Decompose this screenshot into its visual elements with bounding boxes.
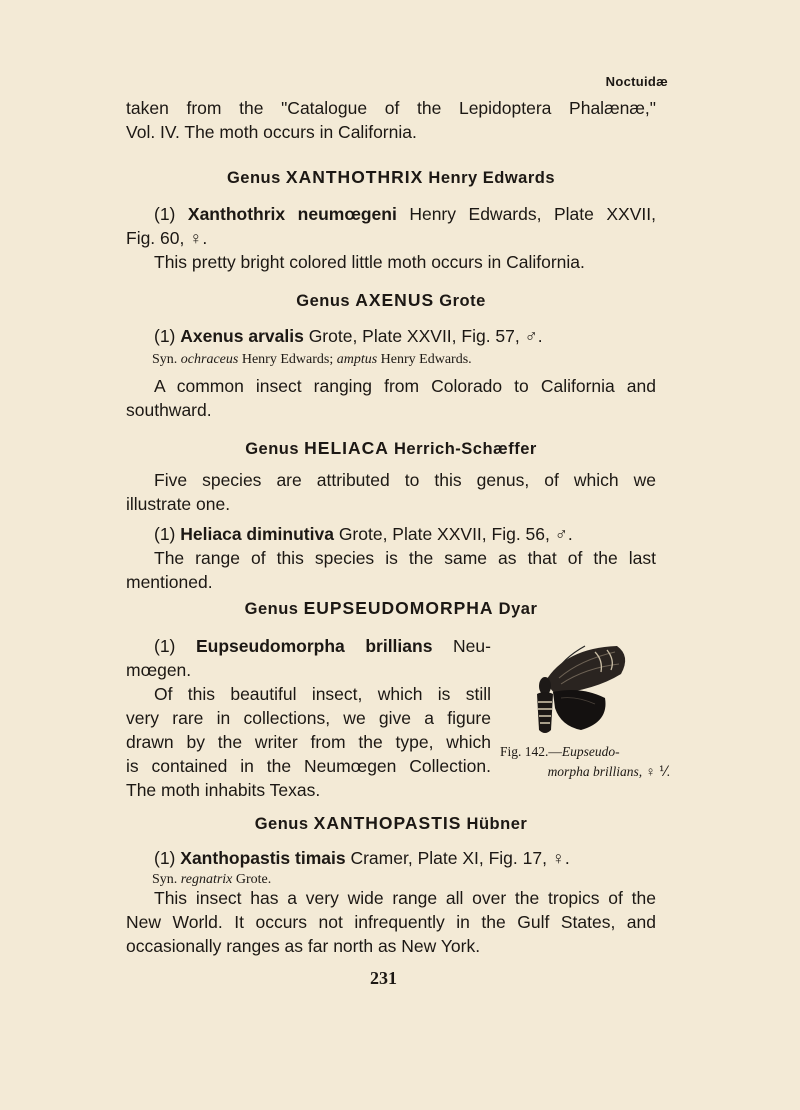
genus-heading-eupseudomorpha bbox=[126, 598, 656, 619]
entry-line bbox=[126, 324, 656, 348]
genus-name: AXENUS bbox=[355, 290, 435, 310]
description-line: A common insect ranging from Colorado to California and bbox=[154, 376, 656, 396]
caption-line bbox=[500, 762, 670, 782]
figure-caption bbox=[500, 742, 670, 782]
description-line: mentioned. bbox=[126, 572, 213, 592]
species-entry-xanthopastis bbox=[126, 846, 656, 870]
species-name: Eupseudomorpha brillians bbox=[195, 636, 433, 656]
genus-heading-axenus bbox=[126, 290, 656, 311]
entry-reference: Cramer, Plate XI, Fig. 17, ♀. bbox=[350, 848, 570, 868]
species-entry-xanthothrix bbox=[126, 202, 656, 274]
syn-label: Syn. bbox=[152, 352, 178, 367]
entry-line: Fig. 60, ♀. bbox=[126, 228, 208, 248]
genus-name: EUPSEUDOMORPHA bbox=[303, 598, 494, 618]
species-name: Axenus arvalis bbox=[180, 326, 304, 346]
genus-heading-heliaca bbox=[126, 438, 656, 459]
description-line: southward. bbox=[126, 400, 212, 420]
entry-number: (1) bbox=[154, 636, 176, 656]
entry-author: Neu- bbox=[453, 636, 491, 656]
species-entry-eupseudomorpha bbox=[126, 634, 491, 802]
genus-author: Henry Edwards bbox=[428, 169, 556, 187]
genus-word: Genus bbox=[254, 815, 309, 833]
synonym-name: regnatrix bbox=[180, 872, 233, 887]
species-description: This pretty bright colored little moth occurs in California. bbox=[154, 252, 585, 272]
intro-line: Five species are attributed to this genus, of which we bbox=[154, 470, 656, 490]
description-line: occasionally ranges as far north as New York. bbox=[126, 936, 481, 956]
entry-reference: Grote, Plate XXVII, Fig. 57, ♂. bbox=[308, 326, 543, 346]
species-description bbox=[126, 374, 656, 422]
synonym-name: amptus bbox=[336, 352, 378, 367]
genus-author: Grote bbox=[439, 292, 486, 310]
genus-name: XANTHOTHRIX bbox=[285, 167, 424, 187]
genus-name: XANTHOPASTIS bbox=[313, 813, 462, 833]
entry-reference: Grote, Plate XXVII, Fig. 56, ♂. bbox=[338, 524, 573, 544]
description-line: drawn by the writer from the type, which bbox=[126, 732, 491, 752]
description-line: very rare in collections, we give a figure bbox=[126, 708, 491, 728]
genus-author: Hübner bbox=[466, 815, 528, 833]
description-line: The range of this species is the same as that of the last bbox=[154, 548, 656, 568]
genus-word: Genus bbox=[296, 292, 351, 310]
genus-word: Genus bbox=[244, 600, 299, 618]
species-name: Heliaca diminutiva bbox=[180, 524, 334, 544]
entry-line bbox=[126, 634, 491, 658]
page-number: 231 bbox=[370, 968, 397, 988]
entry-number: (1) bbox=[154, 204, 176, 224]
description-line: This insect has a very wide range all over the tropics of the bbox=[154, 888, 656, 908]
genus-author: Dyar bbox=[498, 600, 538, 618]
synonym-name: ochraceus bbox=[180, 352, 239, 367]
description-line: is contained in the Neumœgen Collection. bbox=[126, 756, 491, 776]
caption-prefix: Fig. 142.— bbox=[500, 744, 562, 759]
synonym-line bbox=[152, 352, 472, 368]
caption-species: morpha brillians, bbox=[547, 764, 643, 779]
synonym-author: Henry Edwards; bbox=[241, 352, 334, 367]
entry-number: (1) bbox=[154, 524, 176, 544]
entry-line: mœgen. bbox=[126, 660, 192, 680]
entry-line bbox=[126, 202, 656, 226]
synonym-author: Grote. bbox=[235, 872, 272, 887]
entry-number: (1) bbox=[154, 848, 176, 868]
running-head: Noctuidæ bbox=[605, 74, 668, 89]
genus-name: HELIACA bbox=[304, 438, 389, 458]
syn-label: Syn. bbox=[152, 872, 178, 887]
genus-word: Genus bbox=[245, 440, 300, 458]
moth-illustration-icon bbox=[525, 638, 635, 738]
description-line: New World. It occurs not infrequently in the Gulf States, and bbox=[126, 912, 656, 932]
caption-scale: ♀ ⅟. bbox=[645, 764, 670, 779]
synonym-author: Henry Edwards. bbox=[380, 352, 472, 367]
caption-line bbox=[500, 742, 670, 762]
species-name: Xanthothrix neumœgeni bbox=[187, 204, 397, 224]
intro-line: Vol. IV. The moth occurs in California. bbox=[126, 122, 417, 142]
genus-word: Genus bbox=[226, 169, 281, 187]
intro-paragraph bbox=[126, 96, 656, 144]
genus-heading-xanthopastis bbox=[126, 813, 656, 834]
genus-author: Herrich-Schæffer bbox=[394, 440, 537, 458]
entry-reference: Henry Edwards, Plate XXVII, bbox=[409, 204, 656, 224]
species-entry-axenus bbox=[126, 324, 656, 348]
species-name: Xanthopastis timais bbox=[180, 848, 346, 868]
species-description bbox=[126, 886, 656, 958]
entry-line bbox=[126, 846, 656, 870]
description-line: The moth inhabits Texas. bbox=[126, 780, 321, 800]
description-line: Of this beautiful insect, which is still bbox=[154, 684, 491, 704]
intro-line: illustrate one. bbox=[126, 494, 231, 514]
intro-line: taken from the "Catalogue of the Lepidoptera Phalænæ," bbox=[126, 98, 656, 118]
entry-line bbox=[126, 522, 656, 546]
entry-number: (1) bbox=[154, 326, 176, 346]
caption-species: Eupseudo- bbox=[561, 744, 620, 759]
genus-intro-heliaca bbox=[126, 468, 656, 594]
genus-heading-xanthothrix bbox=[126, 167, 656, 188]
